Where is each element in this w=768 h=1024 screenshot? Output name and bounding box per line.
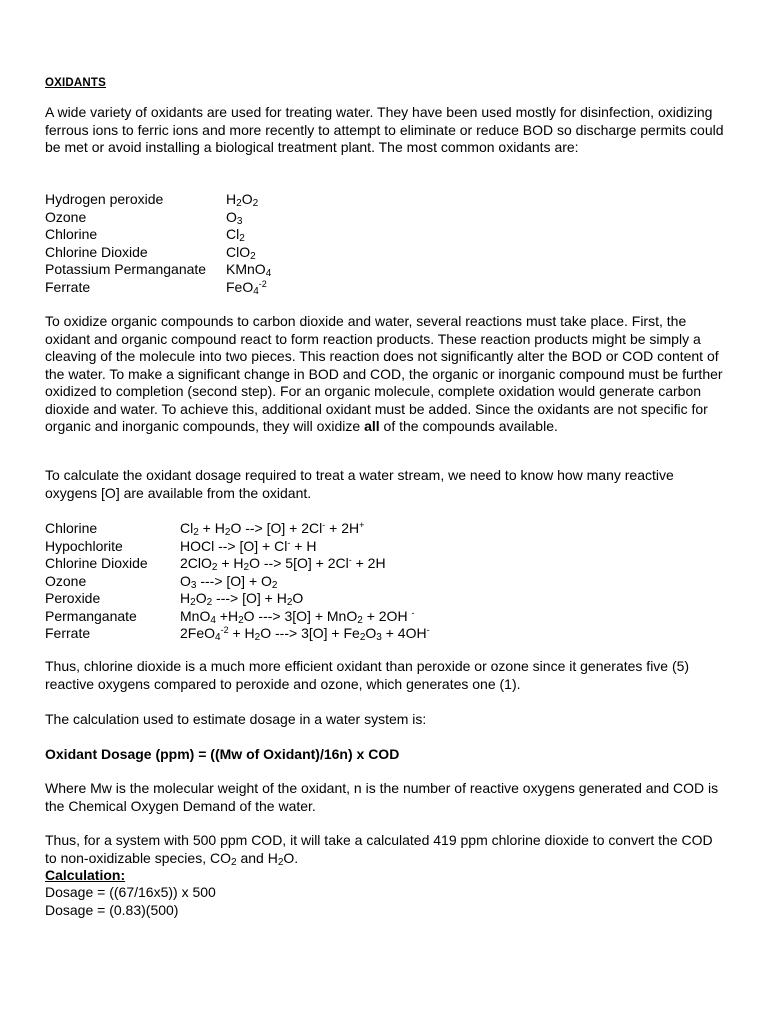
chem-segment: +H bbox=[215, 607, 239, 624]
conclusion-paragraph: Thus, chlorine dioxide is a much more efficient oxidant than peroxide or ozone since it generates five (5) reactive oxygens compared to peroxide and ozone, which generates one (1). bbox=[45, 658, 690, 692]
chem-segment: O bbox=[241, 191, 253, 207]
chem-segment: -2 bbox=[220, 625, 229, 635]
chem-segment: -2 bbox=[258, 278, 267, 289]
chem-segment: + 4OH bbox=[381, 625, 427, 641]
chem-segment: + 2H bbox=[325, 520, 360, 536]
calculation-intro: The calculation used to estimate dosage in a water system is: bbox=[45, 711, 427, 727]
oxidant-formula bbox=[226, 191, 258, 209]
chem-segment: + bbox=[359, 520, 365, 530]
chem-segment: FeO bbox=[226, 278, 254, 295]
text-segment: of the compounds available. bbox=[379, 418, 558, 434]
chem-segment: MnO bbox=[180, 607, 211, 624]
reaction-equation bbox=[180, 520, 364, 538]
chem-segment: 2 bbox=[250, 250, 256, 262]
chem-segment: 2 bbox=[359, 632, 366, 643]
chem-segment: 2 bbox=[239, 233, 245, 244]
chem-segment: Cl bbox=[226, 226, 240, 242]
chem-segment: O ---> 3[O] + MnO bbox=[243, 607, 358, 624]
chem-segment: O --> [O] + 2Cl bbox=[230, 520, 323, 536]
text-segment: and H bbox=[236, 849, 278, 866]
chem-segment: Cl bbox=[180, 520, 194, 536]
chem-segment: 2 bbox=[254, 632, 261, 643]
chem-segment: 2 bbox=[236, 198, 242, 209]
chem-segment: 2FeO bbox=[180, 625, 216, 641]
reaction-name: Ozone bbox=[45, 572, 87, 589]
text-segment: To oxidize organic compounds to carbon dioxide and water, several reactions must take place. First, the oxidant and organic compound react to form reaction products. These reaction products might be simply a cleaving of the molecule into two pieces. This reaction does not significantly alter the BOD or COD content of the water. To make a significant change in BOD and COD, the organic or inorganic compound must be further oxidized to completion (second step). For an organic molecule, complete oxidation would generate carbon dioxide and water. To achieve this, additional oxidant must be added. Since the oxidants are not specific for organic and inorganic compounds, they will oxidize bbox=[45, 313, 723, 434]
reaction-name: Hypochlorite bbox=[45, 537, 123, 554]
reaction-row bbox=[45, 573, 725, 591]
chem-segment: - bbox=[411, 607, 415, 618]
chem-segment: + H bbox=[290, 537, 317, 554]
oxidant-name: Ozone bbox=[45, 208, 87, 225]
chem-segment: + H bbox=[217, 555, 244, 571]
reaction-equation bbox=[180, 625, 430, 643]
dosage-intro-paragraph: To calculate the oxidant dosage required to treat a water stream, we need to know how many reactive oxygens [O] are available from the oxidant. bbox=[45, 467, 674, 501]
reaction-row bbox=[45, 590, 725, 608]
chem-segment: - bbox=[348, 555, 352, 565]
chem-segment: 2 bbox=[193, 527, 199, 538]
chem-segment: 3 bbox=[376, 632, 382, 643]
reaction-equation bbox=[180, 555, 386, 573]
chem-segment: O bbox=[195, 590, 207, 606]
reaction-equation bbox=[180, 573, 277, 591]
chem-segment: KMnO bbox=[226, 261, 266, 277]
text-segment: 2 bbox=[277, 856, 284, 868]
chem-segment: 4 bbox=[210, 614, 216, 626]
chem-segment: - bbox=[426, 625, 430, 635]
reaction-row bbox=[45, 555, 725, 573]
chem-segment: O --> 5[O] + 2Cl bbox=[249, 555, 349, 571]
chem-segment: 2 bbox=[357, 614, 363, 626]
oxidant-row bbox=[45, 209, 725, 227]
chem-segment: 2 bbox=[252, 198, 259, 209]
reaction-row bbox=[45, 608, 725, 626]
oxidants-list bbox=[45, 191, 725, 296]
text-segment: 2 bbox=[231, 856, 237, 868]
chem-segment: 2 bbox=[206, 597, 213, 608]
example-paragraph bbox=[45, 832, 725, 867]
oxidant-row bbox=[45, 226, 725, 244]
definitions-paragraph: Where Mw is the molecular weight of the oxidant, n is the number of reactive oxygens generated and COD is the Chemical Oxygen Demand of the water. bbox=[45, 780, 719, 814]
chem-segment: 2 bbox=[238, 614, 244, 626]
chem-segment: O bbox=[365, 625, 377, 641]
oxidant-name: Hydrogen peroxide bbox=[45, 191, 164, 207]
reaction-equation bbox=[180, 590, 303, 608]
dosage-formula: Oxidant Dosage (ppm) = ((Mw of Oxidant)/16n) x COD bbox=[45, 746, 400, 762]
oxidant-row bbox=[45, 261, 725, 279]
oxidant-name: Chlorine bbox=[45, 226, 98, 242]
section-heading: OXIDANTS bbox=[45, 77, 107, 89]
chem-segment: O bbox=[180, 572, 191, 589]
chem-segment: 3 bbox=[236, 215, 243, 227]
chem-segment: + 2H bbox=[351, 555, 386, 571]
chem-segment: 2 bbox=[224, 527, 231, 538]
oxidant-formula bbox=[226, 244, 256, 262]
chem-segment: 4 bbox=[265, 268, 272, 279]
oxidant-name: Chlorine Dioxide bbox=[45, 243, 148, 260]
text-segment: Thus, for a system with 500 ppm COD, it will take a calculated 419 ppm chlorine dioxide to convert the COD to non-oxidizable species, CO bbox=[45, 832, 713, 866]
oxidant-formula bbox=[226, 261, 271, 279]
chem-segment: 4 bbox=[253, 285, 259, 297]
chem-segment: + H bbox=[228, 625, 255, 641]
oxidant-formula bbox=[226, 209, 242, 227]
reaction-equation bbox=[180, 608, 414, 626]
chem-segment: O bbox=[226, 208, 237, 225]
chem-segment: 3 bbox=[190, 579, 197, 591]
reaction-name: Chlorine Dioxide bbox=[45, 555, 148, 571]
chem-segment: O ---> 3[O] + Fe bbox=[260, 625, 360, 641]
oxidant-row bbox=[45, 244, 725, 262]
chem-segment: ---> [O] + O bbox=[196, 572, 272, 589]
chem-segment: - bbox=[322, 520, 326, 530]
text-segment: all bbox=[364, 418, 380, 434]
chem-segment: 2 bbox=[243, 562, 250, 573]
calculation-line-1: Dosage = ((67/16x5)) x 500 bbox=[45, 884, 216, 900]
reaction-row bbox=[45, 538, 725, 556]
oxidant-row bbox=[45, 279, 725, 297]
oxidant-formula bbox=[226, 226, 245, 244]
chem-segment: + 2OH bbox=[362, 607, 412, 624]
chem-segment: 2 bbox=[190, 597, 196, 608]
reaction-row bbox=[45, 520, 725, 538]
reaction-name: Chlorine bbox=[45, 520, 98, 536]
chem-segment: ---> [O] + H bbox=[212, 590, 287, 606]
chem-segment: ClO bbox=[226, 243, 251, 260]
reaction-row bbox=[45, 625, 725, 643]
reaction-name: Ferrate bbox=[45, 625, 91, 641]
intro-paragraph: A wide variety of oxidants are used for treating water. They have been used mostly for disinfection, oxidizing ferrous ions to ferric ions and more recently to attempt to eliminate or reduce BOD so discharge permits could be met or avoid installing a biological treatment plant. The most common oxidants are: bbox=[45, 104, 724, 155]
chem-segment: - bbox=[287, 537, 291, 548]
chem-segment: HOCl --> [O] + Cl bbox=[180, 537, 288, 554]
oxidant-name: Potassium Permanganate bbox=[45, 261, 207, 277]
chem-segment: 2 bbox=[271, 579, 278, 591]
calculation-line-2: Dosage = (0.83)(500) bbox=[45, 902, 179, 918]
chem-segment: H bbox=[180, 590, 191, 606]
chem-segment: H bbox=[226, 191, 237, 207]
chem-segment: + H bbox=[198, 520, 225, 536]
calculation-label: Calculation: bbox=[45, 867, 126, 883]
text-segment: O. bbox=[283, 849, 299, 866]
chem-segment: 2 bbox=[286, 597, 293, 608]
reactions-list bbox=[45, 520, 725, 643]
oxidant-row bbox=[45, 191, 725, 209]
reaction-name: Permanganate bbox=[45, 607, 137, 624]
reaction-name: Peroxide bbox=[45, 590, 101, 606]
chem-segment: O bbox=[292, 590, 304, 606]
oxidant-formula bbox=[226, 279, 267, 297]
reaction-equation bbox=[180, 538, 316, 556]
chem-segment: 2ClO bbox=[180, 555, 212, 571]
oxidant-name: Ferrate bbox=[45, 278, 91, 295]
chem-segment: 4 bbox=[215, 632, 221, 643]
reaction-paragraph bbox=[45, 313, 725, 436]
chem-segment: 2 bbox=[211, 562, 218, 573]
